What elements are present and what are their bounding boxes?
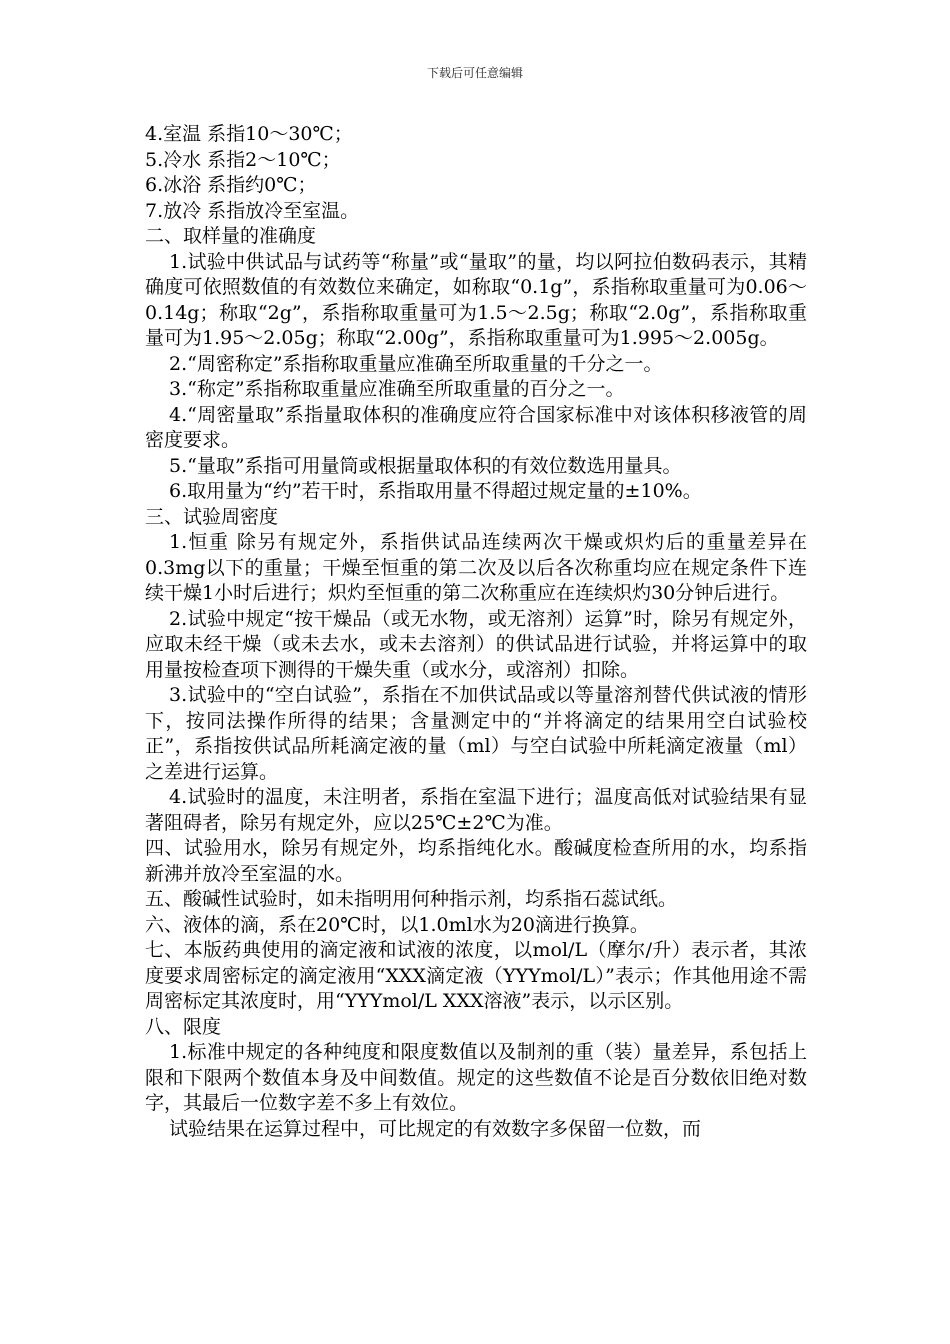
paragraph: 1.试验中供试品与试药等“称量”或“量取”的量，均以阿拉伯数码表示，其精确度可依照数值的有效数位来确定，如称取“0.1g”，系指称取重量可为0.06～0.14g；称取“2g”，系指称取重量可为1.5～2.5g；称取“2.0g”，系指称取重量可为1.95～2.05g；称取“2.00g”，系指称取重量可为1.995～2.005g。 [145, 250, 807, 349]
paragraph: 八、限度 [145, 1015, 222, 1038]
paragraph: 四、试验用水，除另有规定外，均系指纯化水。酸碱度检查所用的水，均系指新沸并放冷至室温的水。 [145, 837, 807, 885]
paragraph: 三、试验周密度 [145, 505, 279, 528]
paragraph: 试验结果在运算过程中，可比规定的有效数字多保留一位数，而 [169, 1117, 702, 1140]
paragraph: 6.冰浴 系指约0℃； [145, 174, 317, 196]
paragraph: 五、酸碱性试验时，如未指明用何种指示剂，均系指石蕊试纸。 [145, 888, 678, 910]
paragraph: 六、液体的滴，系在20℃时，以1.0ml水为20滴进行换算。 [145, 913, 649, 936]
paragraph: 3.试验中的“空白试验”，系指在不加供试品或以等量溶剂替代供试液的情形下，按同法操作所得的结果；含量测定中的“并将滴定的结果用空白试验校正”，系指按供试品所耗滴定液的量（ml）与空白试验中所耗滴定液量（ml）之差进行运算。 [145, 684, 807, 783]
paragraph: 1.标准中规定的各种纯度和限度数值以及制剂的重（装）量差异，系包括上限和下限两个数值本身及中间数值。规定的这些数值不论是百分数依旧绝对数字，其最后一位数字差不多上有效位。 [145, 1041, 807, 1114]
paragraph: 二、取样量的准确度 [145, 225, 317, 247]
paragraph: 6.取用量为“约”若干时，系指取用量不得超过规定量的±10%。 [169, 480, 702, 502]
paragraph: 3.“称定”系指称取重量应准确至所取重量的百分之一。 [169, 378, 625, 400]
paragraph: 2.试验中规定“按干燥品（或无水物，或无溶剂）运算”时，除另有规定外，应取未经干燥（或未去水，或未去溶剂）的供试品进行试验，并将运算中的取用量按检查项下测得的干燥失重（或水分，或溶剂）扣除。 [145, 607, 807, 681]
paragraph: 七、本版药典使用的滴定液和试液的浓度，以mol/L（摩尔/升）表示者，其浓度要求周密标定的滴定液用“XXX滴定液（YYYmol/L）”表示；作其他用途不需周密标定其浓度时，用“YYYmol/L XXX溶液”表示，以示区别。 [145, 939, 807, 1012]
document-body [145, 122, 807, 1142]
paragraph: 7.放冷 系指放冷至室温。 [145, 199, 360, 222]
paragraph: 4.试验时的温度，未注明者，系指在室温下进行；温度高低对试验结果有显著阻碍者，除另有规定外，应以25℃±2℃为准。 [145, 786, 807, 834]
paragraph: 4.室温 系指10～30℃； [145, 123, 353, 145]
page-header: 下载后可任意编辑 [426, 66, 523, 80]
paragraph: 5.冷水 系指2～10℃； [145, 148, 341, 171]
paragraph: 4.“周密量取”系指量取体积的准确度应符合国家标准中对该体积移液管的周密度要求。 [145, 403, 807, 451]
paragraph: 1.恒重 除另有规定外，系指供试品连续两次干燥或炽灼后的重量差异在0.3mg以下的重量；干燥至恒重的第二次及以后各次称重均应在规定条件下连续干燥1小时后进行；炽灼至恒重的第二次称重应在连续炽灼30分钟后进行。 [145, 531, 807, 604]
paragraph: 5.“量取”系指可用量筒或根据量取体积的有效位数选用量具。 [169, 454, 682, 477]
paragraph: 2.“周密称定”系指称取重量应准确至所取重量的千分之一。 [169, 352, 663, 375]
